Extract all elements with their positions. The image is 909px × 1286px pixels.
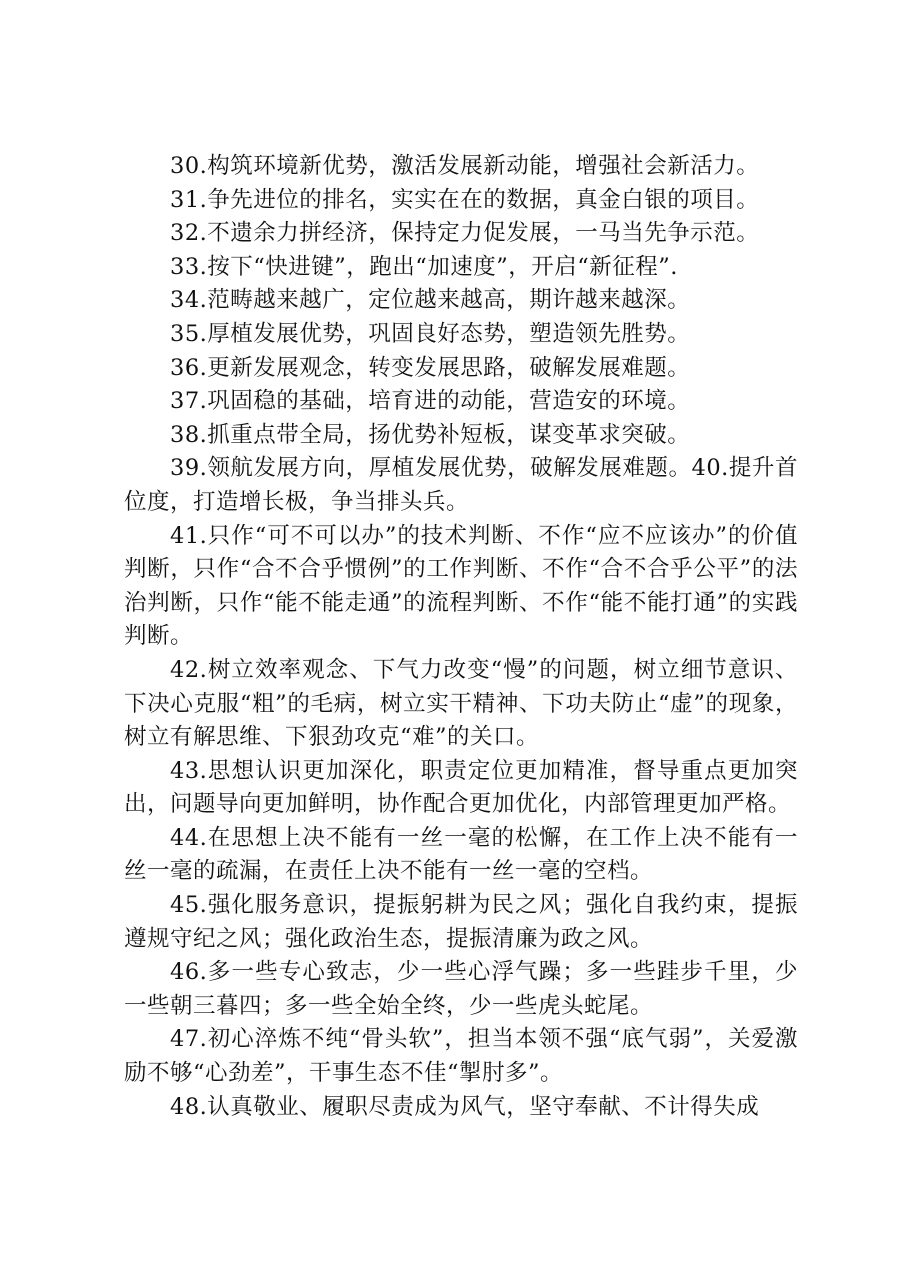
paragraph-38: 38.抓重点带全局，扬优势补短板，谋变革求突破。: [170, 421, 691, 448]
paragraph-44: 44.在思想上决不能有一丝一毫的松懈，在工作上决不能有一丝一毫的疏漏，在责任上决不能有一丝一毫的空档。: [124, 824, 798, 885]
paragraph-30: 30.构筑环境新优势，激活发展新动能，增强社会新活力。: [170, 153, 760, 179]
paragraph-48: 48.认真敬业、履职尽责成为风气，坚守奉献、不计得失成: [170, 1093, 760, 1120]
paragraph-41: 41.只作“可不可以办”的技术判断、不作“应不应该办”的价值判断，只作“合不合乎惯例”的工作判断、不作“合不合乎公平”的法治判断，只作“能不能走通”的流程判断、不作“能不能打通”的实践判断。: [124, 522, 798, 650]
document-body: [124, 150, 798, 1124]
paragraph-43: 43.思想认识更加深化，职责定位更加精准，督导重点更加突出，问题导向更加鲜明，协作配合更加优化，内部管理更加严格。: [124, 757, 798, 818]
paragraph-36: 36.更新发展观念，转变发展思路，破解发展难题。: [170, 354, 691, 381]
paragraph-39-40: 39.领航发展方向，厚植发展优势，破解发展难题。40.提升首位度，打造增长极，争当排头兵。: [124, 455, 798, 515]
paragraph-45: 45.强化服务意识，提振躬耕为民之风；强化自我约束，提振遵规守纪之风；强化政治生态，提振清廉为政之风。: [124, 892, 798, 952]
paragraph-31: 31.争先进位的排名，实实在在的数据，真金白银的项目。: [170, 186, 760, 213]
paragraph-42: 42.树立效率观念、下气力改变“慢”的问题，树立细节意识、下决心克服“粗”的毛病，树立实干精神、下功夫防止“虚”的现象，树立有解思维、下狠劲攻克“难”的关口。: [124, 656, 798, 751]
paragraph-46: 46.多一些专心致志，少一些心浮气躁；多一些跬步千里，少一些朝三暮四；多一些全始全终，少一些虎头蛇尾。: [124, 959, 798, 1019]
paragraph-34: 34.范畴越来越广，定位越来越高，期许越来越深。: [170, 287, 691, 314]
paragraph-35: 35.厚植发展优势，巩固良好态势，塑造领先胜势。: [170, 320, 691, 347]
paragraph-47: 47.初心淬炼不纯“骨头软”，担当本领不强“底气弱”，关爱激励不够“心劲差”，干事生态不佳“掣肘多”。: [124, 1026, 798, 1087]
paragraph-32: 32.不遗余力拼经济，保持定力促发展，一马当先争示范。: [170, 220, 760, 247]
paragraph-33: 33.按下“快进键”，跑出“加速度”，开启“新征程”.: [170, 253, 678, 280]
paragraph-37: 37.巩固稳的基础，培育进的动能，营造安的环境。: [170, 388, 691, 415]
